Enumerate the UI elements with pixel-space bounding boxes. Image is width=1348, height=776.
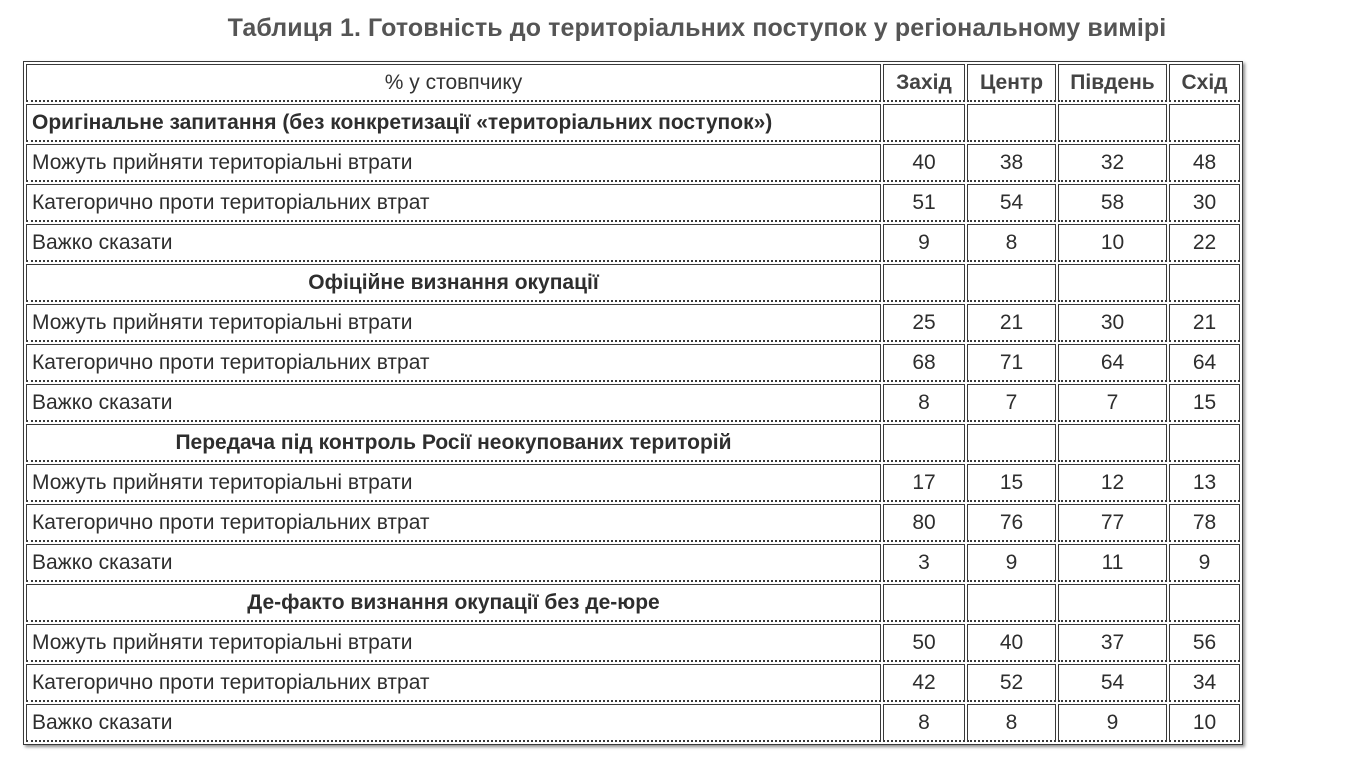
value-cell: 17 [883, 464, 965, 502]
column-header-center: Центр [967, 64, 1056, 102]
empty-cell [883, 104, 965, 142]
value-cell: 9 [1169, 544, 1240, 582]
value-cell: 76 [967, 504, 1056, 542]
table-row [26, 344, 1240, 382]
table-row [26, 624, 1240, 662]
table-row [26, 464, 1240, 502]
value-cell: 15 [1169, 384, 1240, 422]
section-heading: Де-факто визнання окупації без де-юре [26, 584, 881, 622]
row-label: Важко сказати [26, 544, 881, 582]
table-row [26, 184, 1240, 222]
value-cell: 30 [1169, 184, 1240, 222]
column-header-west: Захід [883, 64, 965, 102]
section-heading-row [26, 584, 1240, 622]
table-row [26, 144, 1240, 182]
empty-cell [883, 584, 965, 622]
empty-cell [1058, 584, 1167, 622]
empty-cell [967, 264, 1056, 302]
value-cell: 64 [1058, 344, 1167, 382]
value-cell: 48 [1169, 144, 1240, 182]
value-cell: 52 [967, 664, 1056, 702]
value-cell: 13 [1169, 464, 1240, 502]
value-cell: 25 [883, 304, 965, 342]
value-cell: 54 [967, 184, 1056, 222]
section-heading-row [26, 104, 1240, 142]
value-cell: 38 [967, 144, 1056, 182]
row-label: Категорично проти територіальних втрат [26, 344, 881, 382]
regional-concessions-table [23, 61, 1243, 745]
value-cell: 21 [1169, 304, 1240, 342]
value-cell: 8 [883, 704, 965, 742]
value-cell: 8 [967, 704, 1056, 742]
empty-cell [1169, 104, 1240, 142]
value-cell: 78 [1169, 504, 1240, 542]
table-row [26, 544, 1240, 582]
section-heading: Передача під контроль Росії неокупованих територій [26, 424, 881, 462]
section-heading-row [26, 264, 1240, 302]
value-cell: 54 [1058, 664, 1167, 702]
empty-cell [967, 424, 1056, 462]
value-cell: 30 [1058, 304, 1167, 342]
value-cell: 7 [1058, 384, 1167, 422]
empty-cell [883, 264, 965, 302]
empty-cell [1169, 264, 1240, 302]
value-cell: 9 [1058, 704, 1167, 742]
value-cell: 9 [967, 544, 1056, 582]
table-row [26, 664, 1240, 702]
value-cell: 50 [883, 624, 965, 662]
value-cell: 77 [1058, 504, 1167, 542]
value-cell: 22 [1169, 224, 1240, 262]
empty-cell [1169, 584, 1240, 622]
value-cell: 12 [1058, 464, 1167, 502]
value-cell: 58 [1058, 184, 1167, 222]
value-cell: 80 [883, 504, 965, 542]
value-cell: 71 [967, 344, 1056, 382]
empty-cell [1058, 424, 1167, 462]
value-cell: 7 [967, 384, 1056, 422]
row-label: Важко сказати [26, 704, 881, 742]
empty-cell [1058, 264, 1167, 302]
value-cell: 56 [1169, 624, 1240, 662]
value-cell: 10 [1169, 704, 1240, 742]
value-cell: 9 [883, 224, 965, 262]
empty-cell [1058, 104, 1167, 142]
value-cell: 64 [1169, 344, 1240, 382]
row-label: Важко сказати [26, 384, 881, 422]
section-heading-row [26, 424, 1240, 462]
header-row [26, 64, 1240, 102]
table-row [26, 704, 1240, 742]
value-cell: 8 [883, 384, 965, 422]
value-cell: 32 [1058, 144, 1167, 182]
row-label: Важко сказати [26, 224, 881, 262]
value-cell: 10 [1058, 224, 1167, 262]
value-cell: 51 [883, 184, 965, 222]
table-title: Таблиця 1. Готовність до територіальних поступок у регіональному вимірі [227, 14, 1167, 42]
row-label: Категорично проти територіальних втрат [26, 504, 881, 542]
row-label: Категорично проти територіальних втрат [26, 184, 881, 222]
table-row [26, 504, 1240, 542]
table-row [26, 224, 1240, 262]
empty-cell [967, 584, 1056, 622]
value-cell: 34 [1169, 664, 1240, 702]
row-label: Можуть прийняти територіальні втрати [26, 464, 881, 502]
value-cell: 8 [967, 224, 1056, 262]
value-cell: 3 [883, 544, 965, 582]
value-cell: 40 [883, 144, 965, 182]
value-cell: 11 [1058, 544, 1167, 582]
value-cell: 42 [883, 664, 965, 702]
value-cell: 15 [967, 464, 1056, 502]
row-label: Категорично проти територіальних втрат [26, 664, 881, 702]
empty-cell [1169, 424, 1240, 462]
value-cell: 37 [1058, 624, 1167, 662]
value-cell: 40 [967, 624, 1056, 662]
header-label-cell: % у стовпчику [26, 64, 881, 102]
value-cell: 21 [967, 304, 1056, 342]
table-row [26, 304, 1240, 342]
section-heading: Офіційне визнання окупації [26, 264, 881, 302]
section-heading: Оригінальне запитання (без конкретизації «територіальних поступок») [26, 104, 881, 142]
row-label: Можуть прийняти територіальні втрати [26, 624, 881, 662]
column-header-east: Схід [1169, 64, 1240, 102]
row-label: Можуть прийняти територіальні втрати [26, 144, 881, 182]
empty-cell [967, 104, 1056, 142]
table-row [26, 384, 1240, 422]
value-cell: 68 [883, 344, 965, 382]
empty-cell [883, 424, 965, 462]
column-header-south: Південь [1058, 64, 1167, 102]
row-label: Можуть прийняти територіальні втрати [26, 304, 881, 342]
